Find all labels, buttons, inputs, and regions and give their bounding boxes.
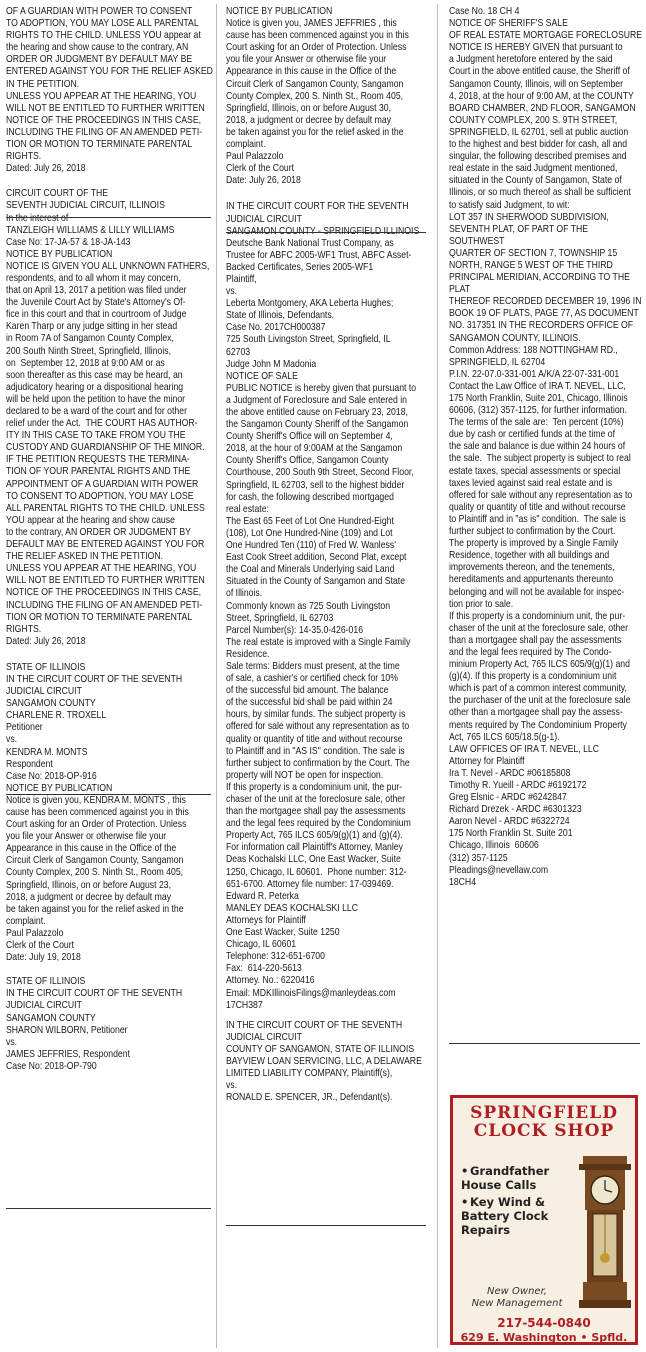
notice-line: be taken against you for the relief asked in the	[226, 126, 404, 138]
notice-line: TION OF YOUR PARENTAL RIGHTS AND THE	[6, 466, 191, 478]
notice-line: Greg Elsnic - ARDC #6242847	[449, 792, 567, 804]
notice-line: 62703	[226, 346, 251, 358]
bullet-icon: •	[461, 1164, 469, 1178]
notice-line: Case No: 17-JA-57 & 18-JA-143	[6, 236, 131, 248]
notice-line: vs.	[6, 734, 18, 746]
legal-notice	[6, 6, 214, 175]
notice-line: RIGHTS.	[6, 623, 42, 635]
notice-line: Sale terms: Bidders must present, at the time	[226, 660, 400, 672]
notice-line: COUNTY COMPLEX, 200 S. 9TH STREET,	[449, 114, 618, 126]
notice-line: real estate:	[226, 503, 269, 515]
notice-line: chaser of the unit at the foreclosure sale, other	[449, 622, 629, 634]
notice-line: 18CH4	[449, 876, 477, 888]
notice-line: adjudicatory hearing or a dispositional hearing	[6, 381, 184, 393]
notice-line: complaint.	[226, 139, 266, 151]
notice-line: LOT 357 IN SHERWOOD SUBDIVISION,	[449, 211, 609, 223]
notice-line: situated in the County of Sangamon, State of	[449, 175, 622, 187]
notice-line: JUDICIAL CIRCUIT	[226, 1031, 302, 1043]
notice-line: the purchaser of the unit at the foreclosure sale	[449, 695, 631, 707]
notice-line: 1250, Chicago, IL 60601. Phone number: 312-	[226, 866, 407, 878]
notice-line: Springfield, Illinois, on or before August 23,	[6, 879, 172, 891]
notice-line: Case No. 18 CH 4	[449, 6, 520, 17]
notice-line: ITY IN THIS CASE TO TAKE FROM YOU THE	[6, 430, 186, 442]
notice-line: County Complex, 200 S. Ninth St., Room 405,	[226, 90, 404, 102]
notice-line: Attorney. No.: 6220416	[226, 975, 315, 987]
notice-line: RIGHTS TO THE CHILD. UNLESS YOU appear at	[6, 30, 201, 42]
notice-line: Sangamon County, Illinois, will on September	[449, 78, 624, 90]
notice-line: of Illinois.	[226, 588, 263, 600]
notice-line: BOOK 19 OF PLATS, PAGE 77, AS DOCUMENT	[449, 308, 639, 320]
notice-line: 175 North Franklin St. Suite 201	[449, 828, 573, 840]
notice-line: cause has been commenced against you in this	[226, 30, 409, 42]
legal-notice	[226, 1020, 427, 1105]
notice-line: offered for sale without any representation as to	[449, 489, 633, 501]
notice-line: QUARTER OF SECTION 7, TOWNSHIP 15	[449, 247, 618, 259]
notice-line: County Complex, 200 S. Ninth St., Room 405,	[6, 867, 184, 879]
notice-line: vs.	[226, 286, 238, 298]
notice-line: ALL PARENTAL RIGHTS TO THE CHILD. UNLESS	[6, 502, 205, 514]
notice-line: to satisfy said Judgment, to wit:	[449, 199, 570, 211]
notice-line: NOTICE BY PUBLICATION	[226, 6, 333, 17]
notice-line: Court asking for an Order of Protection. Unless	[6, 819, 187, 831]
notice-line: Street, Springfield, IL 62703	[226, 612, 334, 624]
notice-line: NOTICE IS HEREBY GIVEN that pursuant to	[449, 42, 623, 54]
notice-line: offered for sale without any representation as to	[226, 721, 410, 733]
notice-line: OF REAL ESTATE MORTGAGE FORECLOSURE	[449, 30, 643, 42]
notice-line: (312) 357-1125	[449, 852, 508, 864]
notice-line: IN THE CIRCUIT COURT OF THE SEVENTH	[226, 1019, 403, 1031]
notice-line: JUDICIAL CIRCUIT	[6, 1000, 82, 1012]
legal-notice	[6, 976, 214, 1073]
notice-line: Case No: 2018-OP-790	[6, 1060, 97, 1072]
notice-line: TION OR MOTION TO TERMINATE PARENTAL	[6, 139, 193, 151]
notice-line: NOTICE IS GIVEN YOU ALL UNKNOWN FATHERS,	[6, 260, 210, 272]
notice-line: Judge John M Madonia	[226, 358, 317, 370]
notice-line: Paul Palazzolo	[226, 151, 284, 163]
notice-line: SEVENTH JUDICIAL CIRCUIT, ILLINOIS	[6, 200, 165, 212]
notice-line: RIGHTS.	[6, 151, 42, 163]
notice-line: Courthouse, 200 South 9th Street, Second Floor,	[226, 467, 414, 479]
notice-line: Court in the above entitled cause, the Sheriff of	[449, 66, 630, 78]
ad-address: 629 E. Washington • Spfld.	[460, 1331, 628, 1344]
notice-line: 60606, (312) 357-1125, for further information.	[449, 405, 627, 417]
notice-line: the sale. The subject property is subject to real	[449, 453, 631, 465]
notice-line: NORTH, RANGE 5 WEST OF THE THIRD	[449, 259, 613, 271]
notice-line: the Coal and Minerals Underlying said Land	[226, 564, 395, 576]
notice-divider	[226, 232, 426, 233]
notice-line: soon thereafter as this case may be heard, an	[6, 369, 183, 381]
notice-line: KENDRA M. MONTS	[6, 746, 88, 758]
notice-line: will be held upon the petition to have the minor	[6, 393, 186, 405]
notice-divider	[6, 1208, 211, 1209]
notice-line: One Hundred Ten (110) of Fred W. Wanless'	[226, 540, 396, 552]
notice-line: THEREOF RECORDED DECEMBER 19, 1996 IN	[449, 296, 642, 308]
notice-line: Contact the Law Office of IRA T. NEVEL, LLC,	[449, 380, 626, 392]
notice-line: Trustee for ABFC 2005-WF1 Trust, ABFC Asset-	[226, 249, 412, 261]
notice-line: IN THE PETITION.	[6, 78, 80, 90]
notice-line: COUNTY OF SANGAMON, STATE OF ILLINOIS	[226, 1043, 415, 1055]
notice-line: than a mortgagee shall pay the assessments	[449, 634, 622, 646]
notice-line: taxes levied against said real estate and is	[449, 477, 613, 489]
column-rule	[437, 4, 438, 1348]
notice-line: CUSTODY AND GUARDIANSHIP OF THE MINOR.	[6, 442, 205, 454]
notice-line: respondents, and to all whom it may concern,	[6, 272, 181, 284]
notice-divider	[6, 794, 211, 795]
notice-line: NOTICE OF SHERIFF'S SALE	[449, 18, 568, 30]
notice-line: 4, 2018, at the hour of 9:00 AM, at the COUNTY	[449, 90, 634, 102]
notice-divider	[6, 217, 211, 218]
notice-line: the hearing and show cause to the contrary, AN	[6, 42, 189, 54]
notice-line: 2018, a judgment or decree by default may	[6, 891, 172, 903]
notice-line: Commonly known as 725 South Livingston	[226, 600, 391, 612]
notice-line: Appearance in this cause in the Office of the	[6, 843, 177, 855]
notice-line: In the interest of	[6, 212, 69, 224]
notice-line: due by cash or certified funds at the time of	[449, 429, 615, 441]
notice-line: singular, the following described premises and	[449, 151, 627, 163]
notice-line: Deas Kochalski LLC, One East Wacker, Suite	[226, 854, 401, 866]
notice-line: further subject to confirmation by the Court. The	[226, 757, 410, 769]
legal-notice	[6, 662, 214, 964]
notice-line: The terms of the sale are: Ten percent (10%)	[449, 417, 624, 429]
notice-line: JAMES JEFFRIES, Respondent	[6, 1048, 130, 1060]
notice-line: Appearance in this cause in the Office of the	[226, 66, 397, 78]
notice-line: Situated in the County of Sangamon and State	[226, 576, 406, 588]
notice-line: Date: July 19, 2018	[6, 952, 81, 964]
notice-line: NOTICE BY PUBLICATION	[6, 782, 113, 794]
notice-divider	[449, 1043, 640, 1044]
notice-line: quality or quantity of title and without recourse	[226, 733, 403, 745]
notice-line: Backed Certificates, Series 2005-WF1	[226, 261, 374, 273]
notice-line: Chicago, Illinois 60606	[449, 840, 539, 852]
notice-line: tion prior to sale.	[449, 598, 514, 610]
notice-line: The real estate is improved with a Single Family	[226, 636, 411, 648]
notice-line: chaser of the unit at the foreclosure sale, other	[226, 794, 406, 805]
notice-line: TION OR MOTION TO TERMINATE PARENTAL	[6, 611, 193, 623]
notice-line: Timothy R. Yueill - ARDC #6192172	[449, 780, 587, 791]
notice-line: Leberta Montgomery, AKA Leberta Hughes;	[226, 298, 394, 310]
notice-line: other than a mortgagee shall pay the assess-	[449, 707, 623, 719]
notice-line: to the highest and best bidder for cash, all and	[449, 139, 628, 151]
notice-line: JUDICIAL CIRCUIT	[6, 686, 82, 698]
notice-line: Notice is given you, KENDRA M. MONTS , this	[6, 794, 186, 806]
notice-line: minium Property Act, 765 ILCS 605/9(g)(1) and	[449, 659, 630, 671]
notice-line: improvements thereon, and the tenements,	[449, 562, 615, 574]
notice-line: property will NOT be open for inspection.	[226, 769, 384, 781]
notice-line: THE RELIEF ASKED IN THE PETITION.	[6, 551, 164, 563]
notice-line: you file your Answer or otherwise file your	[226, 54, 387, 66]
notice-line: further subject to confirmation by the Court.	[449, 526, 616, 538]
notice-line: Pleadings@nevellaw.com	[449, 864, 549, 876]
column-2	[226, 6, 427, 1104]
notice-line: State of Illinois, Defendants.	[226, 310, 335, 322]
ad-title-line1: SPRINGFIELD	[470, 1103, 618, 1123]
notice-line: quality or quantity of title and without recourse	[449, 501, 626, 513]
notice-line: and the legal fees required by The Condo-	[449, 646, 612, 658]
notice-line: STATE OF ILLINOIS	[6, 976, 86, 988]
notice-line: JUDICIAL CIRCUIT	[226, 213, 302, 225]
notice-divider	[226, 1225, 426, 1226]
notice-line: to Plaintiff and in "as is" condition. The sale is	[449, 513, 626, 525]
notice-line: estate taxes, special assessments or special	[449, 465, 621, 477]
notice-line: of the successful bid shall be paid within 24	[226, 697, 393, 709]
notice-line: (108), Lot One Hundred-Nine (109) and Lot	[226, 527, 393, 539]
notice-line: NOTICE BY PUBLICATION	[6, 248, 113, 260]
notice-line: BOARD CHAMBER, 2ND FLOOR, SANGAMON	[449, 102, 636, 114]
notice-line: Date: July 26, 2018	[226, 175, 301, 187]
legal-notice	[226, 6, 427, 187]
notice-line: Common Address: 188 NOTTINGHAM RD.,	[449, 344, 618, 356]
notice-line: Petitioner	[6, 722, 43, 734]
notice-line: hours, by similar funds. The subject property is	[226, 709, 406, 721]
notice-line: Springfield, IL 62703, sell to the highest bidder	[226, 479, 405, 491]
notice-line: Clerk of the Court	[226, 163, 295, 175]
notice-line: on September 12, 2018 at 9:00 AM or as	[6, 357, 165, 369]
notice-line: WILL NOT BE ENTITLED TO FURTHER WRITTEN	[6, 102, 205, 114]
notice-line: Edward R. Peterka	[226, 890, 299, 902]
notice-line: BAYVIEW LOAN SERVICING, LLC, A DELAWARE	[226, 1055, 422, 1067]
notice-line: (g)(4). If this property is a condominium unit	[449, 671, 617, 683]
legal-notice	[6, 188, 214, 648]
column-1	[6, 6, 214, 1073]
notice-line: SEVENTH PLAT, OF PART OF THE SOUTHWEST	[449, 223, 591, 247]
notice-line: which is part of a common interest community,	[449, 683, 627, 695]
notice-line: WILL NOT BE ENTITLED TO FURTHER WRITTEN	[6, 575, 205, 587]
springfield-clock-shop-ad	[450, 1095, 638, 1345]
notice-line: of sale, a cashier's or certified check for 10%	[226, 673, 398, 685]
notice-line: relief under the Act. THE COURT HAS AUTHOR-	[6, 418, 198, 430]
notice-line: Ira T. Nevel - ARDC #06185808	[449, 767, 571, 779]
notice-line: Illinois, or so much thereof as shall be sufficient	[449, 187, 631, 199]
notice-line: Paul Palazzolo	[6, 927, 64, 939]
notice-line: Residence, together with all buildings and	[449, 550, 610, 562]
notice-line: County Sheriff's Office will on September 4,	[226, 431, 393, 443]
notice-line: IN THE CIRCUIT COURT OF THE SEVENTH	[6, 673, 183, 685]
notice-line: that on April 13, 2017 a petition was filed under	[6, 285, 187, 297]
notice-line: NOTICE OF SALE	[226, 370, 298, 382]
notice-line: SANGAMON COUNTY	[6, 698, 96, 710]
notice-line: P.I.N. 22-07.0-331-001 A/K/A 22-07-331-001	[449, 368, 620, 380]
notice-line: If this property is a condominium unit, the pur-	[449, 610, 626, 622]
notice-line: be taken against you for the relief asked in the	[6, 903, 184, 915]
notice-line: hereditaments and appurtenants thereunto	[449, 574, 614, 586]
notice-line: UNLESS YOU APPEAR AT THE HEARING, YOU	[6, 90, 197, 102]
notice-line: Property Act, 765 ILCS 605/9(g)(1) and (g)(4).	[226, 830, 403, 842]
notice-line: real estate in the said Judgment mentioned,	[449, 163, 618, 175]
notice-line: INCLUDING THE FILING OF AN AMENDED PETI-	[6, 599, 203, 611]
notice-line: LAW OFFICES OF IRA T. NEVEL, LLC	[449, 743, 600, 755]
notice-line: SPRINGFIELD, IL 62701, sell at public auction	[449, 126, 629, 138]
notice-line: County Sheriff's Office, Sangamon County	[226, 455, 389, 467]
notice-line: Richard Drezek - ARDC #6301323	[449, 804, 582, 816]
notice-line: 2018, a judgment or decree by default may	[226, 114, 392, 126]
ad-title-line2: CLOCK SHOP	[473, 1121, 615, 1141]
notice-line: 651-6700. Attorney file number: 17-039469.	[226, 878, 394, 890]
notice-line: SANGAMON COUNTY, ILLINOIS.	[449, 332, 581, 344]
notice-line: Circuit Clerk of Sangamon County, Sangamon	[226, 78, 404, 90]
notice-line: than the mortgagee shall pay the assessments	[226, 806, 406, 818]
notice-line: TO CONSENT TO ADOPTION, YOU MAY LOSE	[6, 490, 194, 502]
ad-phone: 217-544-0840	[497, 1316, 591, 1330]
notice-line: the Juvenile Court Act by State's Attorney's Of-	[6, 297, 186, 309]
notice-line: Respondent	[6, 758, 53, 770]
notice-line: Springfield, Illinois, on or before August 30,	[226, 102, 392, 114]
notice-line: ments required by The Condominium Property	[449, 719, 627, 731]
notice-line: APPOINTMENT OF A GUARDIAN WITH POWER	[6, 478, 199, 490]
notice-line: Circuit Clerk of Sangamon County, Sangamon	[6, 855, 184, 867]
grandfather-clock-icon	[577, 1154, 633, 1310]
notice-line: SPRINGFIELD, IL 62704	[449, 356, 546, 368]
notice-line: If this property is a condominium unit, the pur-	[226, 781, 403, 793]
notice-line: SANGAMON COUNTY - SPRINGFIELD ILLINOIS	[226, 225, 420, 237]
notice-line: the Sangamon County Sheriff of the Sangamon	[226, 419, 409, 431]
notice-line: to Plaintiff and in "AS IS" condition. The sale is	[226, 745, 405, 757]
notice-line: the above entitled cause on February 23, 2018,	[226, 407, 408, 418]
notice-line: CHARLENE R. TROXELL	[6, 710, 107, 722]
legal-notice	[449, 6, 644, 889]
notice-line: One East Wacker, Suite 1250	[226, 927, 340, 939]
notice-line: Fax: 614-220-5613	[226, 963, 302, 975]
notice-line: SHARON WILBORN, Petitioner	[6, 1024, 128, 1036]
notice-line: 175 North Franklin, Suite 201, Chicago, Illinois	[449, 393, 628, 404]
notice-line: fice in this court and that in courtroom of Judge	[6, 309, 187, 321]
notice-line: in Room 7A of Sangamon County Complex,	[6, 333, 174, 345]
notice-line: 200 South Ninth Street, Springfield, Illinois,	[6, 345, 172, 357]
notice-line: Aaron Nevel - ARDC #6322724	[449, 816, 570, 828]
notice-line: NOTICE OF THE PROCEEDINGS IN THIS CASE,	[6, 587, 202, 599]
notice-line: Chicago, IL 60601	[226, 939, 297, 951]
notice-line: of the successful bid amount. The balance	[226, 685, 389, 697]
notice-line: ORDER OR JUDGMENT BY DEFAULT MAY BE	[6, 54, 193, 66]
notice-line: STATE OF ILLINOIS	[6, 661, 86, 673]
notice-line: Dated: July 26, 2018	[6, 163, 86, 175]
notice-line: Plaintiff,	[226, 273, 257, 285]
notice-line: IN THE CIRCUIT COURT FOR THE SEVENTH	[226, 201, 409, 213]
notice-line: SANGAMON COUNTY	[6, 1012, 96, 1024]
ad-service-item: • Grandfather House Calls	[461, 1164, 550, 1192]
notice-line: NO. 317351 IN THE RECORDERS OFFICE OF	[449, 320, 634, 332]
ad-title	[453, 1104, 635, 1140]
notice-line: a Judgment heretofore entered by the said	[449, 54, 613, 66]
notice-line: declared to be a ward of the court and for other	[6, 406, 187, 417]
notice-line: to the contrary, AN ORDER OR JUDGMENT BY	[6, 526, 191, 538]
notice-line: Case No. 2017CH000387	[226, 322, 326, 334]
notice-line: OF A GUARDIAN WITH POWER TO CONSENT	[6, 6, 193, 17]
notice-line: the sale and balance is due within 24 hours of	[449, 441, 626, 453]
notice-line: for cash, the following described mortgaged	[226, 491, 394, 503]
notice-line: DEFAULT MAY BE ENTERED AGAINST YOU FOR	[6, 539, 205, 551]
notice-line: TO ADOPTION, YOU MAY LOSE ALL PARENTAL	[6, 18, 199, 30]
notice-line: Deutsche Bank National Trust Company, as	[226, 237, 394, 249]
bullet-icon: •	[461, 1195, 469, 1209]
notice-line: RONALD E. SPENCER, JR., Defendant(s).	[226, 1092, 393, 1104]
notice-line: IF THE PETITION REQUESTS THE TERMINA-	[6, 454, 190, 466]
notice-line: YOU appear at the hearing and show cause	[6, 514, 175, 526]
notice-line: vs.	[226, 1080, 238, 1092]
notice-line: The East 65 Feet of Lot One Hundred-Eight	[226, 515, 394, 527]
notice-line: PUBLIC NOTICE is hereby given that pursuant to	[226, 382, 417, 394]
notice-line: Clerk of the Court	[6, 940, 75, 952]
notice-line: 2018, at the hour of 9:00AM at the Sangamon	[226, 443, 403, 455]
column-rule	[216, 4, 217, 1348]
notice-line: Court asking for an Order of Protection. Unless	[226, 42, 407, 54]
notice-line: TANZLEIGH WILLIAMS & LILLY WILLIAMS	[6, 224, 175, 236]
notice-line: Karen Tharp or any judge sitting in her stead	[6, 321, 178, 333]
notice-line: Dated: July 26, 2018	[6, 635, 86, 647]
notice-line: 17CH387	[226, 999, 263, 1011]
notice-line: UNLESS YOU APPEAR AT THE HEARING, YOU	[6, 563, 197, 575]
notice-line: a Judgment of Foreclosure and Sale entered in	[226, 394, 407, 406]
notice-line: Case No: 2018-OP-916	[6, 770, 97, 782]
notice-line: MANLEY DEAS KOCHALSKI LLC	[226, 902, 359, 914]
notice-line: belonging and will not be available for inspec-	[449, 586, 625, 598]
notice-line: Residence.	[226, 648, 270, 660]
notice-line: INCLUDING THE FILING OF AN AMENDED PETI-	[6, 126, 203, 138]
notice-line: NOTICE OF THE PROCEEDINGS IN THIS CASE,	[6, 114, 202, 126]
notice-line: you file your Answer or otherwise file your	[6, 831, 167, 843]
notice-line: complaint.	[6, 915, 46, 927]
notice-line: East Cook Street addition, Second Plat, except	[226, 552, 407, 564]
notice-line: IN THE CIRCUIT COURT OF THE SEVENTH	[6, 988, 183, 1000]
notice-line: and the legal fees required by the Condominium	[226, 818, 411, 830]
notice-line: Notice is given you, JAMES JEFFRIES , this	[226, 18, 397, 30]
notice-line: Parcel Number(s): 14-35.0-426-016	[226, 624, 364, 636]
notice-line: 725 South Livingston Street, Springfield, IL	[226, 334, 391, 346]
notice-line: cause has been commenced against you in this	[6, 807, 189, 818]
notice-line: Email: MDKIllinoisFilings@manleydeas.com	[226, 987, 396, 999]
notice-line: ENTERED AGAINST YOU FOR THE RELIEF ASKED	[6, 66, 213, 78]
notice-line: Telephone: 312-651-6700	[226, 951, 325, 963]
notice-line: The property is improved by a Single Family	[449, 538, 619, 550]
ad-owner-note: New Owner, New Management	[471, 1286, 563, 1309]
legal-notice	[226, 201, 427, 1011]
notice-line: Attorney for Plaintiff	[449, 755, 525, 767]
notice-line: PRINCIPAL MERIDIAN, ACCORDING TO THE PLAT	[449, 272, 633, 296]
notice-line: Attorneys for Plaintiff	[226, 914, 306, 926]
notice-line: vs.	[6, 1036, 18, 1048]
ad-service-item: • Key Wind & Battery Clock Repairs	[461, 1195, 549, 1237]
notice-line: For information call Plaintiff's Attorney, Manley	[226, 842, 403, 854]
notice-line: LIMITED LIABILITY COMPANY, Plaintiff(s),	[226, 1068, 393, 1080]
ad-services-list	[461, 1164, 573, 1240]
column-3	[449, 6, 644, 889]
notice-line: Act, 765 ILCS 605/18.5(g-1).	[449, 731, 560, 743]
notice-line: CIRCUIT COURT OF THE	[6, 188, 109, 200]
